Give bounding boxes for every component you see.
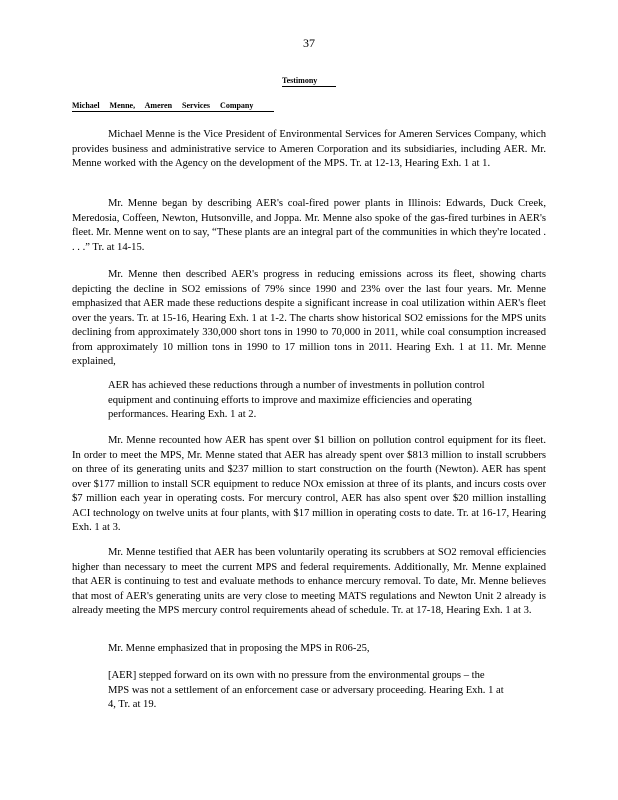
block-quote-2 [108,669,508,713]
paragraph-5 [72,546,546,619]
witness-heading: Michael Menne, Ameren Services Company [72,101,274,112]
paragraph-text: Mr. Menne began by describing AER's coal-fired power plants in Illinois: Edwards, Duck Creek, Meredosia, Coffeen, Newton, Hutsonville, and Joppa. Mr. Menne also spoke of the gas-fired turbines in AER's fleet. Mr. Menne went on to say, “These plants are an integral part of the communities in which they're located . . . .” Tr. at 14-15. [72,198,546,253]
quote-text: AER has achieved these reductions through a number of investments in pollution control equipment and continuing efforts to improve and maximize efficiencies and operating performances. Hearing Exh. 1 at 2. [108,380,485,420]
paragraph-text: Mr. Menne then described AER's progress in reducing emissions across its fleet, showing charts depicting the decline in SO2 emissions of 79% since 1990 and 23% over the last four years. Mr. Menne emphasized that AER made these reductions despite a significant increase in coal utilization within AER's fleet over the years. Tr. at 15-16, Hearing Exh. 1 at 1-2. The charts show historical SO2 emissions for the MPS units declining from approximately 330,000 short tons in 1990 to 70,000 in 2011, while coal consumption increased from approximately 10 million tons in 1990 to 17 million tons in 2011. Hearing Exh. 1 at 11. Mr. Menne explained, [72,269,546,367]
paragraph-text: Mr. Menne emphasized that in proposing the MPS in R06-25, [108,643,370,654]
paragraph-1 [72,128,546,172]
paragraph-4 [72,434,546,536]
block-quote-1 [108,379,508,423]
paragraph-2 [72,197,546,255]
paragraph-6 [72,642,546,657]
section-heading: Testimony [282,76,336,87]
quote-text: [AER] stepped forward on its own with no pressure from the environmental groups – the MPS was not a settlement of an enforcement case or adversary proceeding. Hearing Exh. 1 at 4, Tr. at 19. [108,670,504,710]
paragraph-text: Mr. Menne recounted how AER has spent over $1 billion on pollution control equipment for its fleet. In order to meet the MPS, Mr. Menne stated that AER has already spent over $813 million to install scrubbers on three of its generating units and $237 million to start construction on the fourth (Newton). AER has spent over $177 million to install SCR equipment to reduce NOx emission at three of its plants, and incurs costs over $7 million each year in operating costs. For mercury control, AER has also spent over $20 million installing ACI technology on twelve units at four plants, with $17 million in operating costs to date. Tr. at 16-17, Hearing Exh. 1 at 3. [72,435,546,533]
page-number: 37 [303,36,315,50]
paragraph-text: Mr. Menne testified that AER has been voluntarily operating its scrubbers at SO2 removal efficiencies higher than necessary to meet the current MPS and federal requirements. Additionally, Mr. Menne explained that AER is continuing to test and evaluate methods to enhance mercury removal. To date, Mr. Menne believes that most of AER's generating units are very close to meeting MATS regulations and Newton Unit 2 already is already meeting the MPS mercury control requirements ahead of schedule. Tr. at 17-18, Hearing Exh. 1 at 3. [72,547,546,616]
paragraph-text: Michael Menne is the Vice President of Environmental Services for Ameren Services Company, which provides business and administrative service to Ameren Corporation and its subsidiaries, including AER. Mr. Menne worked with the Agency on the development of the MPS. Tr. at 12-13, Hearing Exh. 1 at 1. [72,129,546,169]
paragraph-3 [72,268,546,370]
